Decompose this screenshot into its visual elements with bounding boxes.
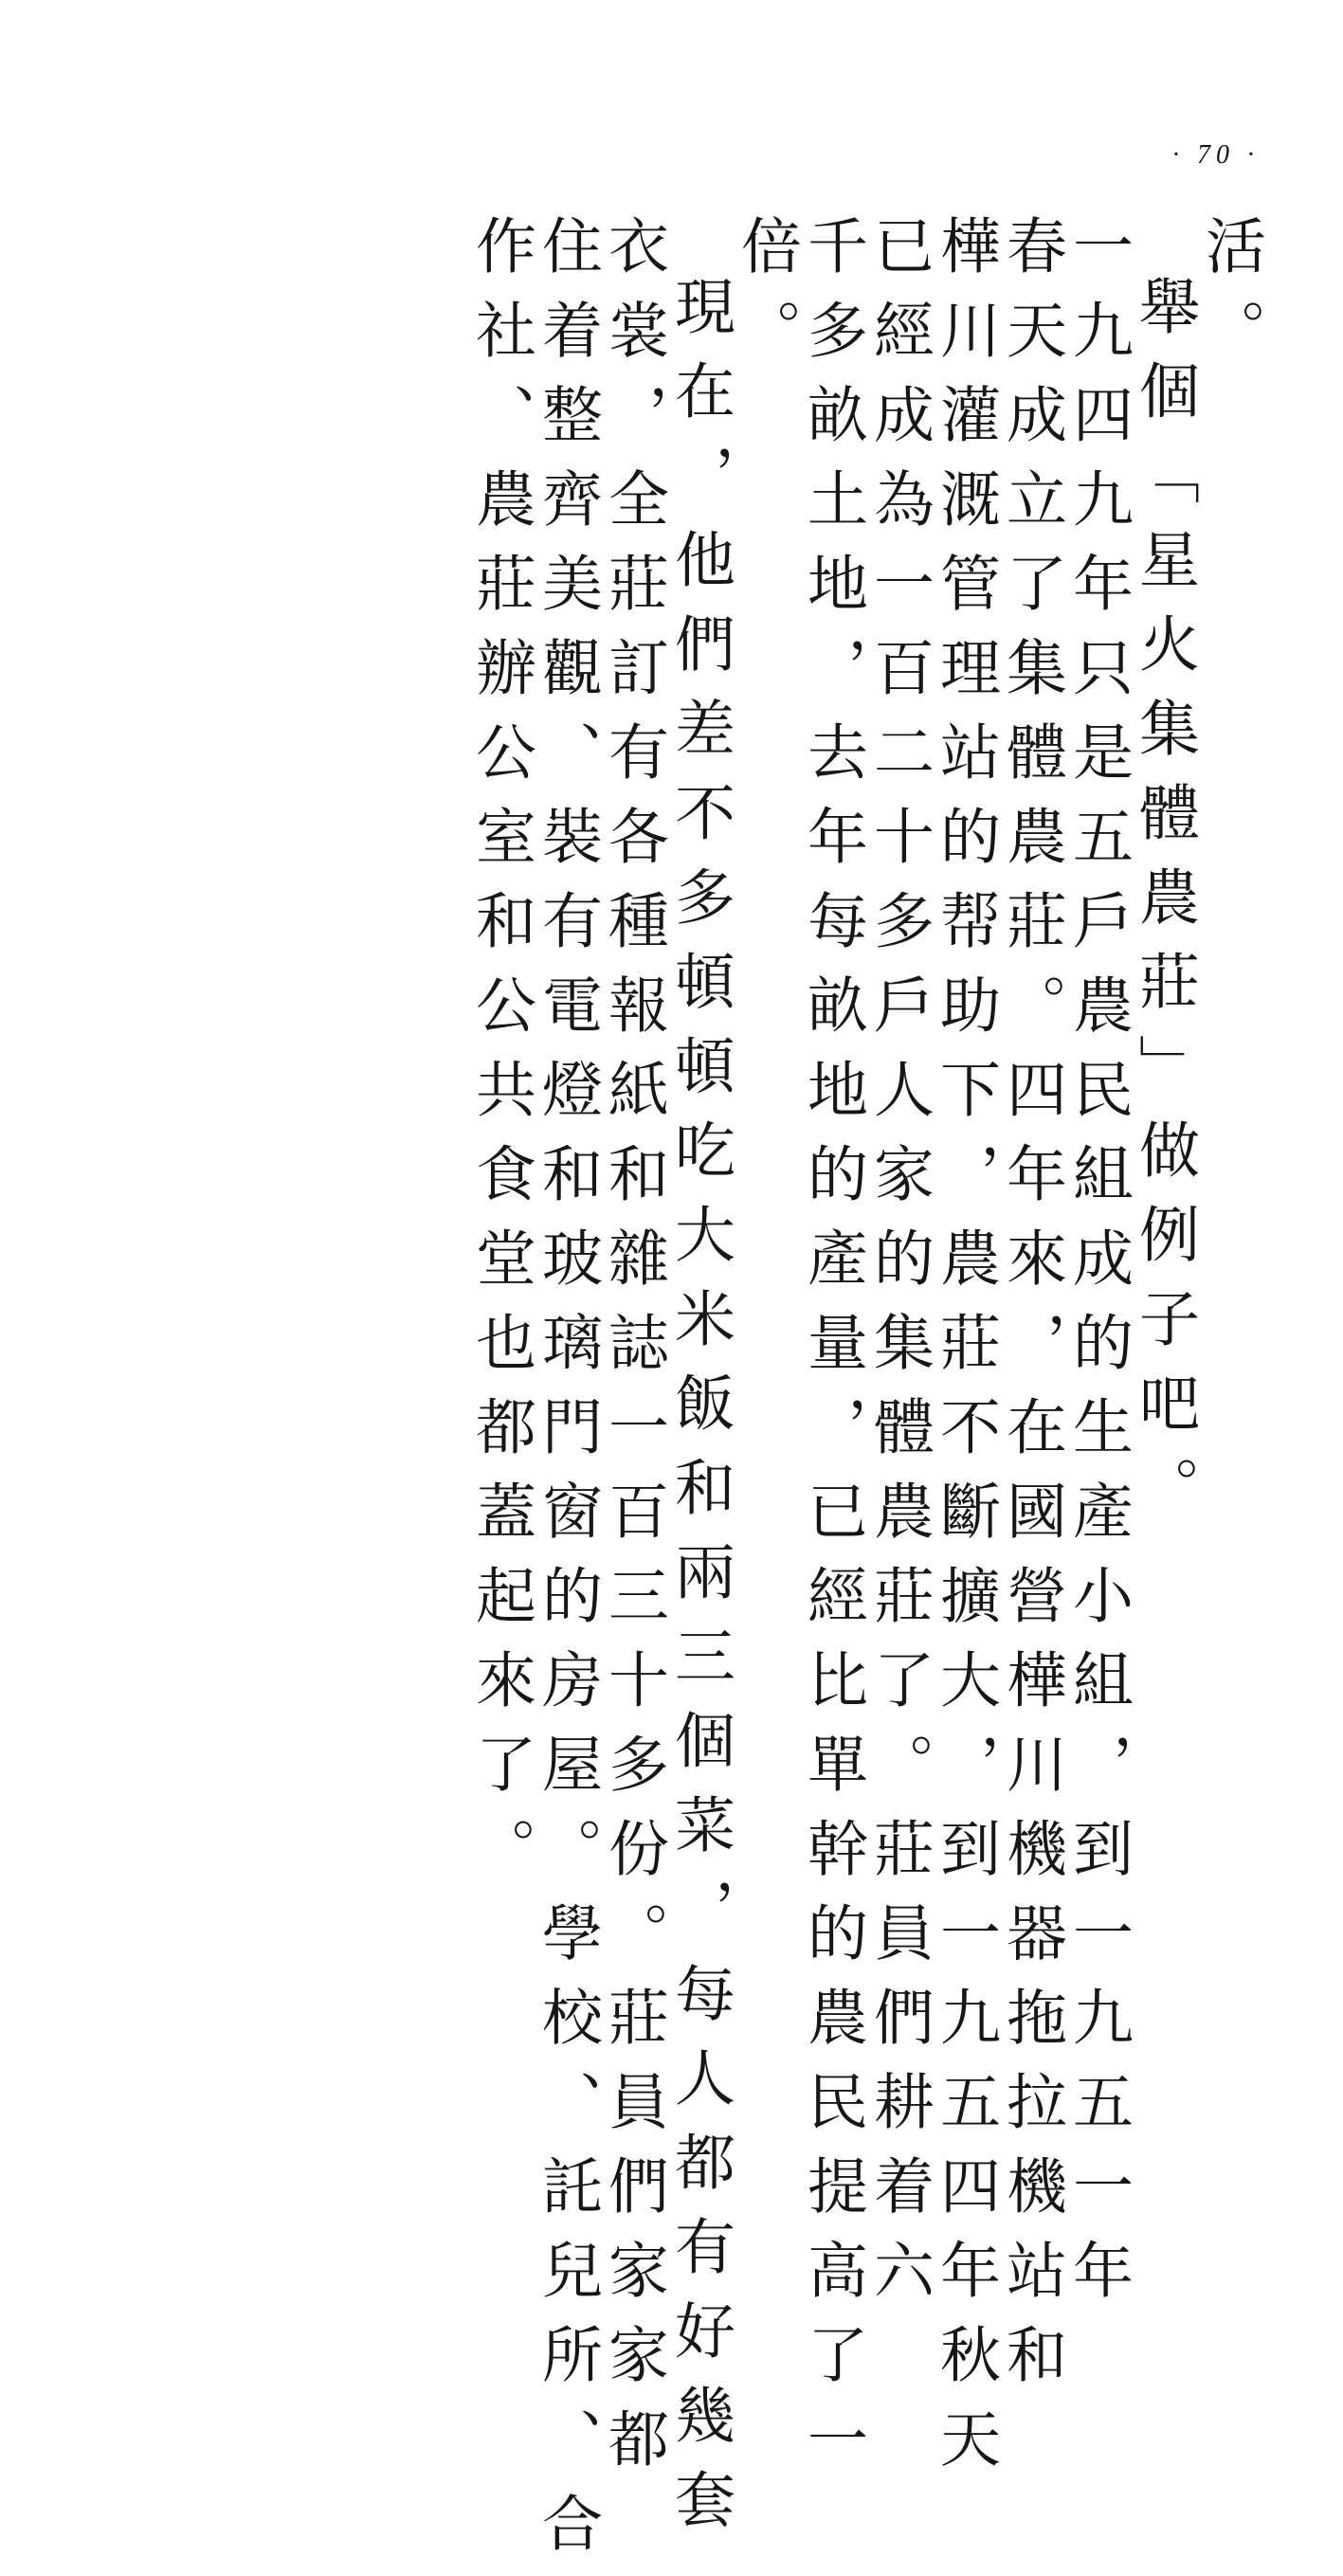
page-number: · 70 · bbox=[1172, 140, 1260, 170]
text-column-11: 住着整齊美觀、裝有電燈和玻璃門窗的房屋。學校、託兒所、合 bbox=[532, 214, 602, 2576]
text-column-1: 活。 bbox=[1195, 214, 1265, 383]
text-column-12: 作社、農莊辦公室和公共食堂也都蓋起來了。 bbox=[465, 214, 535, 1901]
text-column-10: 衣裳，全莊訂有各種報紙和雜誌一百三十多份。莊員們家家都 bbox=[598, 214, 668, 2492]
text-column-7: 千多畝土地，去年每畝地的產量，已經比單幹的農民提高了一 bbox=[797, 214, 867, 2492]
text-column-3: 一九四九年只是五戶農民組成的生產小組，到一九五一年 bbox=[1062, 214, 1133, 2323]
text-column-8: 倍。 bbox=[731, 214, 801, 383]
text-column-5: 樺川灌溉管理站的帮助下，農莊不斷擴大，到一九五四年秋天 bbox=[930, 214, 1000, 2492]
text-column-6: 已經成為一百二十多戶人家的集體農莊了。莊員們耕着六 bbox=[863, 214, 934, 2323]
text-column-9: 現在，他們差不多頓頓吃大米飯和兩三個菜，每人都有好幾套 bbox=[664, 275, 735, 2552]
text-column-4: 春天成立了集體農莊。四年來，在國營樺川機器拖拉機站和 bbox=[996, 214, 1066, 2407]
text-column-2: 舉個「星火集體農莊」做例子吧。 bbox=[1129, 275, 1199, 1540]
